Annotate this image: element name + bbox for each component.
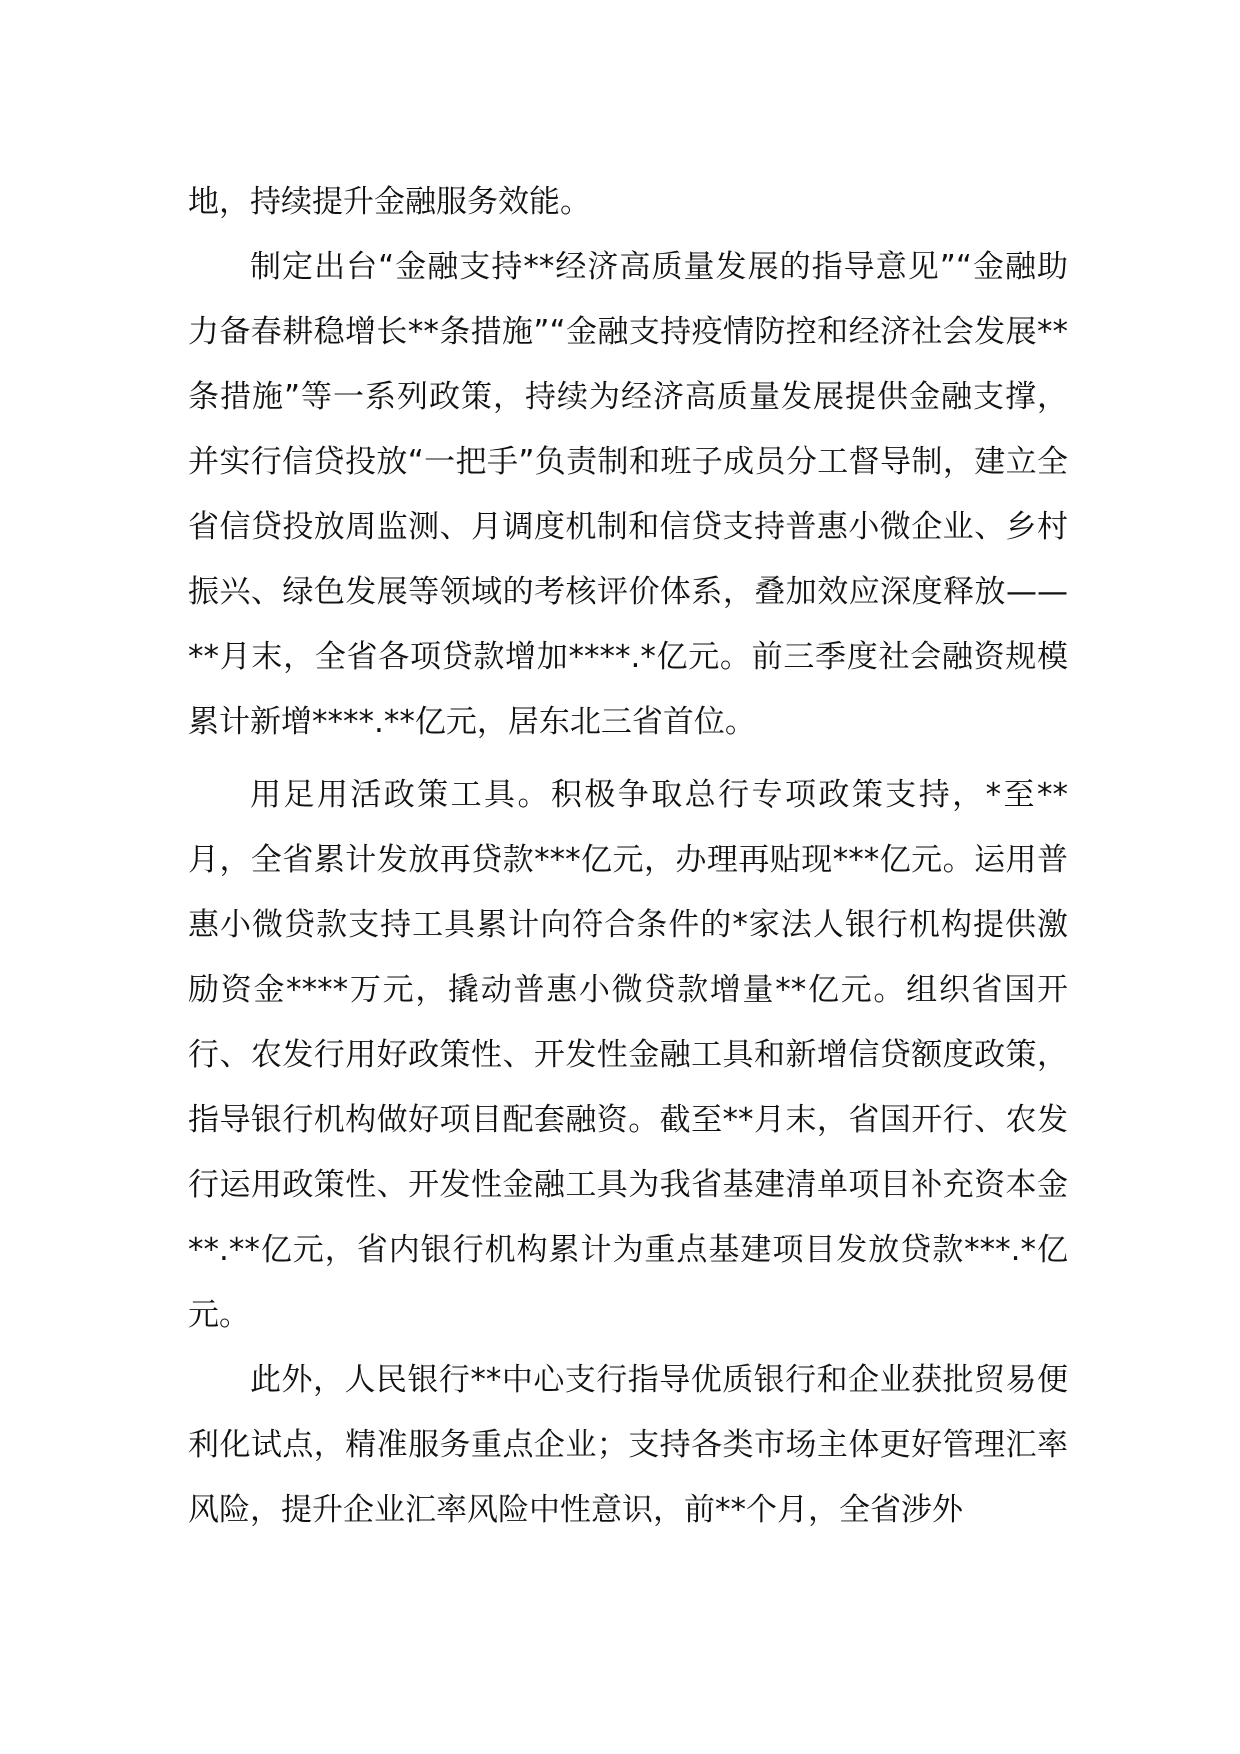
paragraph-trade-facilitation: 此外，人民银行**中心支行指导优质银行和企业获批贸易便利化试点，精准服务重点企业；支持各类市场主体更好管理汇率风险，提升企业汇率风险中性意识，前**个月，全省涉外 [188, 1362, 1068, 1528]
paragraph-policy-measures: 制定出台“金融支持**经济高质量发展的指导意见”“金融助力备春耕稳增长**条措施”“金融支持疫情防控和经济社会发展**条措施”等一系列政策，持续为经济高质量发展提供金融支撑，并实行信贷投放“一把手”负责制和班子成员分工督导制，建立全省信贷投放周监测、月调度机制和信贷支持普惠小微企业、乡村振兴、绿色发展等领域的考核评价体系，叠加效应深度释放——**月末，全省各项贷款增加****.*亿元。前三季度社会融资规模累计新增****.**亿元，居东北三省首位。 [188, 249, 1068, 740]
paragraph-continuation: 地，持续提升金融服务效能。 [188, 184, 591, 220]
document-body [188, 170, 1068, 1543]
paragraph-policy-tools: 用足用活政策工具。积极争取总行专项政策支持，*至**月，全省累计发放再贷款***亿元，办理再贴现***亿元。运用普惠小微贷款支持工具累计向符合条件的*家法人银行机构提供激励资金****万元，撬动普惠小微贷款增量**亿元。组织省国开行、农发行用好政策性、开发性金融工具和新增信贷额度政策，指导银行机构做好项目配套融资。截至**月末，省国开行、农发行运用政策性、开发性金融工具为我省基建清单项目补充资本金**.**亿元，省内银行机构累计为重点基建项目发放贷款***.*亿元。 [188, 777, 1068, 1333]
